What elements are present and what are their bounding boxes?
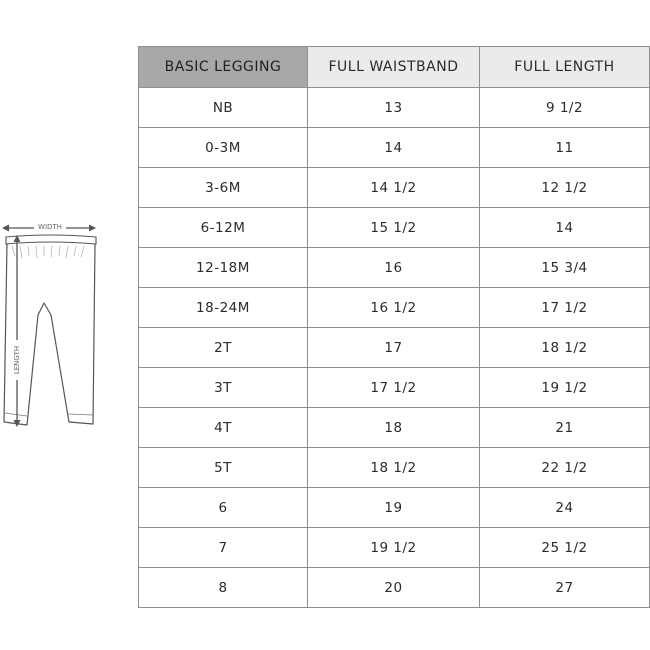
length-cell: 17 1/2 bbox=[480, 288, 650, 328]
waistband-cell: 17 bbox=[308, 328, 480, 368]
waistband-cell: 13 bbox=[308, 88, 480, 128]
size-cell: 3T bbox=[139, 368, 308, 408]
length-label: LENGTH bbox=[13, 345, 21, 375]
size-cell: 0-3M bbox=[139, 128, 308, 168]
size-cell: 3-6M bbox=[139, 168, 308, 208]
size-chart-table bbox=[138, 46, 650, 608]
waistband-cell: 18 bbox=[308, 408, 480, 448]
table-row bbox=[139, 248, 650, 288]
size-cell: 12-18M bbox=[139, 248, 308, 288]
size-cell: 2T bbox=[139, 328, 308, 368]
size-cell: 8 bbox=[139, 568, 308, 608]
size-cell: 6 bbox=[139, 488, 308, 528]
header-full-length: FULL LENGTH bbox=[480, 47, 650, 88]
waistband-cell: 17 1/2 bbox=[308, 368, 480, 408]
table-row bbox=[139, 528, 650, 568]
length-cell: 18 1/2 bbox=[480, 328, 650, 368]
size-cell: NB bbox=[139, 88, 308, 128]
table-row bbox=[139, 488, 650, 528]
length-cell: 15 3/4 bbox=[480, 248, 650, 288]
waistband-cell: 19 bbox=[308, 488, 480, 528]
length-cell: 25 1/2 bbox=[480, 528, 650, 568]
width-label: WIDTH bbox=[38, 223, 62, 231]
length-cell: 11 bbox=[480, 128, 650, 168]
waistband-cell: 16 bbox=[308, 248, 480, 288]
waistband-cell: 14 bbox=[308, 128, 480, 168]
table-row bbox=[139, 328, 650, 368]
length-cell: 9 1/2 bbox=[480, 88, 650, 128]
size-cell: 5T bbox=[139, 448, 308, 488]
table-row bbox=[139, 208, 650, 248]
waistband-cell: 19 1/2 bbox=[308, 528, 480, 568]
length-cell: 21 bbox=[480, 408, 650, 448]
table-row bbox=[139, 168, 650, 208]
table-row bbox=[139, 448, 650, 488]
waistband-cell: 16 1/2 bbox=[308, 288, 480, 328]
waistband-cell: 14 1/2 bbox=[308, 168, 480, 208]
table-row bbox=[139, 128, 650, 168]
length-cell: 27 bbox=[480, 568, 650, 608]
length-cell: 22 1/2 bbox=[480, 448, 650, 488]
size-cell: 7 bbox=[139, 528, 308, 568]
table-row bbox=[139, 568, 650, 608]
length-cell: 14 bbox=[480, 208, 650, 248]
length-cell: 19 1/2 bbox=[480, 368, 650, 408]
header-basic-legging: BASIC LEGGING bbox=[139, 47, 308, 88]
header-full-waistband: FULL WAISTBAND bbox=[308, 47, 480, 88]
table-row bbox=[139, 368, 650, 408]
table-row bbox=[139, 288, 650, 328]
table-header-row bbox=[139, 47, 650, 88]
table-row bbox=[139, 88, 650, 128]
size-cell: 18-24M bbox=[139, 288, 308, 328]
length-cell: 12 1/2 bbox=[480, 168, 650, 208]
leggings-icon bbox=[0, 215, 110, 445]
waistband-cell: 20 bbox=[308, 568, 480, 608]
waistband-cell: 15 1/2 bbox=[308, 208, 480, 248]
table-row bbox=[139, 408, 650, 448]
leggings-diagram bbox=[0, 215, 110, 445]
waistband-cell: 18 1/2 bbox=[308, 448, 480, 488]
size-cell: 6-12M bbox=[139, 208, 308, 248]
length-cell: 24 bbox=[480, 488, 650, 528]
size-cell: 4T bbox=[139, 408, 308, 448]
